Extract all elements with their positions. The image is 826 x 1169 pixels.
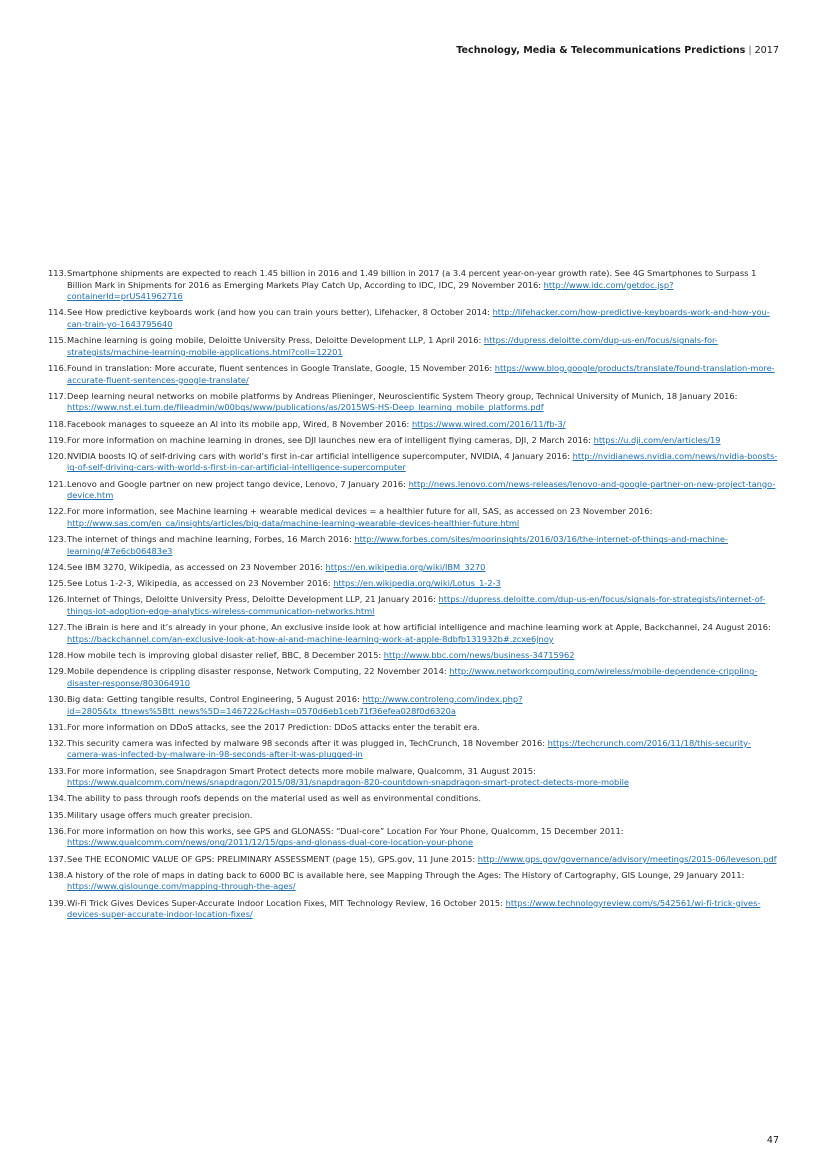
endnote-item xyxy=(48,479,783,502)
endnote-link[interactable]: http://www.forbes.com/sites/moorinsights/2016/03/16/the-internet-of-things-and-machine-learning/#7e6cb06483e3 xyxy=(67,534,728,556)
endnote-link[interactable]: https://u.dji.com/en/articles/19 xyxy=(593,434,721,445)
endnote-number: 119 . xyxy=(48,435,66,447)
endnote-text: For more information on how this works, see GPS and GLONASS: “Dual-core” Location For Your Phone, Qualcomm, 15 December 2011: xyxy=(67,825,624,836)
endnote-item xyxy=(48,363,783,386)
endnote-link[interactable]: https://dupress.deloitte.com/dup-us-en/focus/signals-for-strategists/internet-of-things-iot-adoption-edge-analytics-wireless-communication-networks.html xyxy=(67,594,766,616)
endnote-number: 131 . xyxy=(48,722,66,734)
endnote-item xyxy=(48,451,783,474)
running-header xyxy=(456,45,779,56)
endnote-number: 132 . xyxy=(48,738,66,750)
endnote-item xyxy=(48,738,783,761)
endnote-number: 122 . xyxy=(48,506,66,518)
endnote-link[interactable]: https://dupress.deloitte.com/dup-us-en/focus/signals-for-strategists/machine-learning-mobile-applications.html?coll=12201 xyxy=(67,335,718,357)
endnote-number: 129 . xyxy=(48,666,66,678)
endnote-number: 121 . xyxy=(48,479,66,491)
publication-year: 2017 xyxy=(754,45,779,56)
endnote-item xyxy=(48,419,783,431)
endnote-number: 113 . xyxy=(48,268,66,280)
endnote-number: 137 . xyxy=(48,854,66,866)
endnote-item xyxy=(48,578,783,590)
endnote-text: Mobile dependence is crippling disaster response, Network Computing, 22 November 2014: xyxy=(67,666,450,677)
endnote-text: For more information on DDoS attacks, see the 2017 Prediction: DDoS attacks enter the terabit era. xyxy=(67,721,480,732)
endnote-item xyxy=(48,335,783,358)
endnote-link[interactable]: http://www.sas.com/en_ca/insights/articles/big-data/machine-learning-wearable-devices-healthier-future.html xyxy=(67,518,520,529)
endnote-text: Deep learning neural networks on mobile platforms by Andreas Plieninger, Neuroscientific System Theory group, Technical University of Munich, 18 January 2016: xyxy=(67,390,738,401)
endnote-item xyxy=(48,594,783,617)
endnote-link[interactable]: http://www.idc.com/getdoc.jsp?containerId=prUS41962716 xyxy=(67,279,674,302)
endnote-item xyxy=(48,650,783,662)
endnote-link[interactable]: http://news.lenovo.com/news-releases/lenovo-and-google-partner-on-new-project-tango-device.htm xyxy=(67,478,776,501)
endnote-number: 130 . xyxy=(48,694,66,706)
endnote-text: Facebook manages to squeeze an AI into its mobile app, Wired, 8 November 2016: xyxy=(67,418,412,429)
endnote-link[interactable]: https://www.qualcomm.com/news/onq/2011/12/15/gps-and-glonass-dual-core-location-your-phone xyxy=(67,837,474,848)
endnote-number: 115 . xyxy=(48,335,66,347)
endnote-text: Machine learning is going mobile, Deloitte University Press, Deloitte Development LLP, 1 April 2016: xyxy=(67,335,484,346)
endnote-number: 127 . xyxy=(48,622,66,634)
endnote-link[interactable]: https://www.technologyreview.com/s/542561/wi-fi-trick-gives-devices-super-accurate-indoor-location-fixes/ xyxy=(67,897,761,920)
header-separator: | xyxy=(748,45,752,56)
endnote-item xyxy=(48,307,783,330)
endnote-link[interactable]: https://www.wired.com/2016/11/fb-3/ xyxy=(411,418,566,429)
endnote-text: This security camera was infected by malware 98 seconds after it was plugged in, TechCrunch, 18 November 2016: xyxy=(67,737,548,748)
endnote-link[interactable]: https://backchannel.com/an-exclusive-look-at-how-ai-and-machine-learning-work-at-apple-8dbfb131932b#.zcxe6jnoy xyxy=(67,633,554,644)
endnote-number: 117 . xyxy=(48,391,66,403)
endnote-text: The iBrain is here and it’s already in your phone, An exclusive inside look at how artificial intelligence and machine learning work at Apple, Backchannel, 24 August 2016: xyxy=(67,622,771,633)
endnote-text: Wi-Fi Trick Gives Devices Super-Accurate Indoor Location Fixes, MIT Technology Review, 16 October 2015: xyxy=(67,897,506,908)
endnote-item xyxy=(48,506,783,529)
endnote-item xyxy=(48,435,783,447)
endnote-text: NVIDIA boosts IQ of self-driving cars with world’s first in-car artificial intelligence supercomputer, NVIDIA, 4 January 2016: xyxy=(67,450,573,461)
endnote-text: Big data: Getting tangible results, Control Engineering, 5 August 2016: xyxy=(67,693,363,704)
endnote-item xyxy=(48,810,783,822)
endnote-item xyxy=(48,622,783,645)
endnote-number: 123 . xyxy=(48,534,66,546)
endnote-text: Military usage offers much greater precision. xyxy=(67,809,253,820)
endnote-number: 138 . xyxy=(48,870,66,882)
endnote-link[interactable]: https://www.nst.ei.tum.de/fileadmin/w00bqs/www/publications/as/2015WS-HS-Deep_learning_mobile_platforms.pdf xyxy=(67,402,544,413)
endnote-link[interactable]: https://en.wikipedia.org/wiki/Lotus_1-2-3 xyxy=(333,578,501,589)
endnote-item xyxy=(48,793,783,805)
endnote-number: 125 . xyxy=(48,578,66,590)
endnote-item xyxy=(48,534,783,557)
endnote-number: 133 . xyxy=(48,766,66,778)
endnote-number: 114 . xyxy=(48,307,66,319)
endnote-text: For more information, see Machine learning + wearable medical devices = a healthier future for all, SAS, as accessed on 23 November 2016: xyxy=(67,506,653,517)
endnote-item xyxy=(48,826,783,849)
endnote-text: See IBM 3270, Wikipedia, as accessed on 23 November 2016: xyxy=(67,562,326,572)
endnote-item xyxy=(48,722,783,734)
page-number: 47 xyxy=(766,1135,779,1146)
endnote-text: See Lotus 1-2-3, Wikipedia, as accessed on 23 November 2016: xyxy=(67,578,334,589)
endnote-text: See How predictive keyboards work (and how you can train yours better), Lifehacker, 8 October 2014: xyxy=(67,307,493,318)
endnote-link[interactable]: http://lifehacker.com/how-predictive-keyboards-work-and-how-you-can-train-yo-1643795640 xyxy=(67,307,770,329)
endnote-link[interactable]: https://techcrunch.com/2016/11/18/this-security-camera-was-infected-by-malware-in-98-seconds-after-it-was-plugged-in xyxy=(67,737,751,760)
endnote-item xyxy=(48,666,783,689)
endnote-text: Lenovo and Google partner on new project tango device, Lenovo, 7 January 2016: xyxy=(67,478,409,489)
endnote-item xyxy=(48,694,783,717)
endnote-number: 126 . xyxy=(48,594,66,606)
endnote-link[interactable]: http://www.bbc.com/news/business-34715962 xyxy=(383,649,575,660)
endnote-link[interactable]: https://en.wikipedia.org/wiki/IBM_3270 xyxy=(325,562,486,572)
endnote-item xyxy=(48,562,783,574)
endnote-item xyxy=(48,854,783,866)
endnote-number: 118 . xyxy=(48,419,66,431)
endnote-number: 139 . xyxy=(48,898,66,910)
endnote-link[interactable]: http://nvidianews.nvidia.com/news/nvidia-boosts-iq-of-self-driving-cars-with-world-s-first-in-car-artificial-intelligence-supercomputer xyxy=(67,450,778,473)
endnote-item xyxy=(48,870,783,893)
endnote-link[interactable]: https://www.blog.google/products/translate/found-translation-more-accurate-fluent-sentences-google-translate/ xyxy=(67,362,775,385)
endnote-link[interactable]: http://www.controleng.com/index.php?id=2805&tx_ttnews%5Btt_news%5D=146722&cHash=0570d6eb1ceb71f36efea028f0d6320a xyxy=(67,693,523,716)
endnote-text: Found in translation: More accurate, fluent sentences in Google Translate, Google, 15 November 2016: xyxy=(67,362,495,373)
endnote-number: 116 . xyxy=(48,363,66,375)
endnote-number: 135 . xyxy=(48,810,66,822)
endnote-text: The internet of things and machine learning, Forbes, 16 March 2016: xyxy=(67,534,355,545)
endnote-link[interactable]: http://www.networkcomputing.com/wireless/mobile-dependence-crippling-disaster-response/803064910 xyxy=(67,666,758,688)
publication-title: Technology, Media & Telecommunications Predictions xyxy=(456,45,746,56)
endnote-text: The ability to pass through roofs depends on the material used as well as environmental conditions. xyxy=(67,793,481,804)
endnote-item xyxy=(48,391,783,414)
endnote-item xyxy=(48,766,783,789)
endnote-text: See THE ECONOMIC VALUE OF GPS: PRELIMINARY ASSESSMENT (page 15), GPS.gov, 11 June 2015: xyxy=(67,853,478,864)
endnote-text: Smartphone shipments are expected to reach 1.45 billion in 2016 and 1.49 billion in 2017 (a 3.4 percent year-on-year growth rate). See 4G Smartphones to Surpass 1 Billion Mark in Shipments for 2016 as Emerging Markets Play Catch Up, According to IDC, IDC, 29 November 2016: xyxy=(67,268,757,290)
endnote-text: For more information on machine learning in drones, see DJI launches new era of intelligent flying cameras, DJI, 2 March 2016: xyxy=(67,434,594,445)
endnote-item xyxy=(48,898,783,921)
endnote-number: 134 . xyxy=(48,793,66,805)
endnote-number: 128 . xyxy=(48,650,66,662)
endnote-link[interactable]: https://www.gislounge.com/mapping-through-the-ages/ xyxy=(67,881,296,892)
endnote-item xyxy=(48,268,783,303)
endnote-link[interactable]: https://www.qualcomm.com/news/snapdragon/2015/08/31/snapdragon-820-countdown-snapdragon-smart-protect-detects-more-mobile xyxy=(67,777,629,788)
endnote-text: How mobile tech is improving global disaster relief, BBC, 8 December 2015: xyxy=(67,649,384,660)
endnote-text: For more information, see Snapdragon Smart Protect detects more mobile malware, Qualcomm, 31 August 2015: xyxy=(67,765,536,776)
endnote-number: 136 . xyxy=(48,826,66,838)
endnote-text: Internet of Things, Deloitte University Press, Deloitte Development LLP, 21 January 2016: xyxy=(67,594,439,605)
endnotes-list xyxy=(48,268,783,925)
endnote-link[interactable]: http://www.gps.gov/governance/advisory/meetings/2015-06/leveson.pdf xyxy=(477,853,777,864)
endnote-number: 124 . xyxy=(48,562,66,574)
endnote-text: A history of the role of maps in dating back to 6000 BC is available here, see Mapping Through the Ages: The History of Cartography, GIS Lounge, 29 January 2011: xyxy=(67,869,745,880)
endnote-number: 120 . xyxy=(48,451,66,463)
